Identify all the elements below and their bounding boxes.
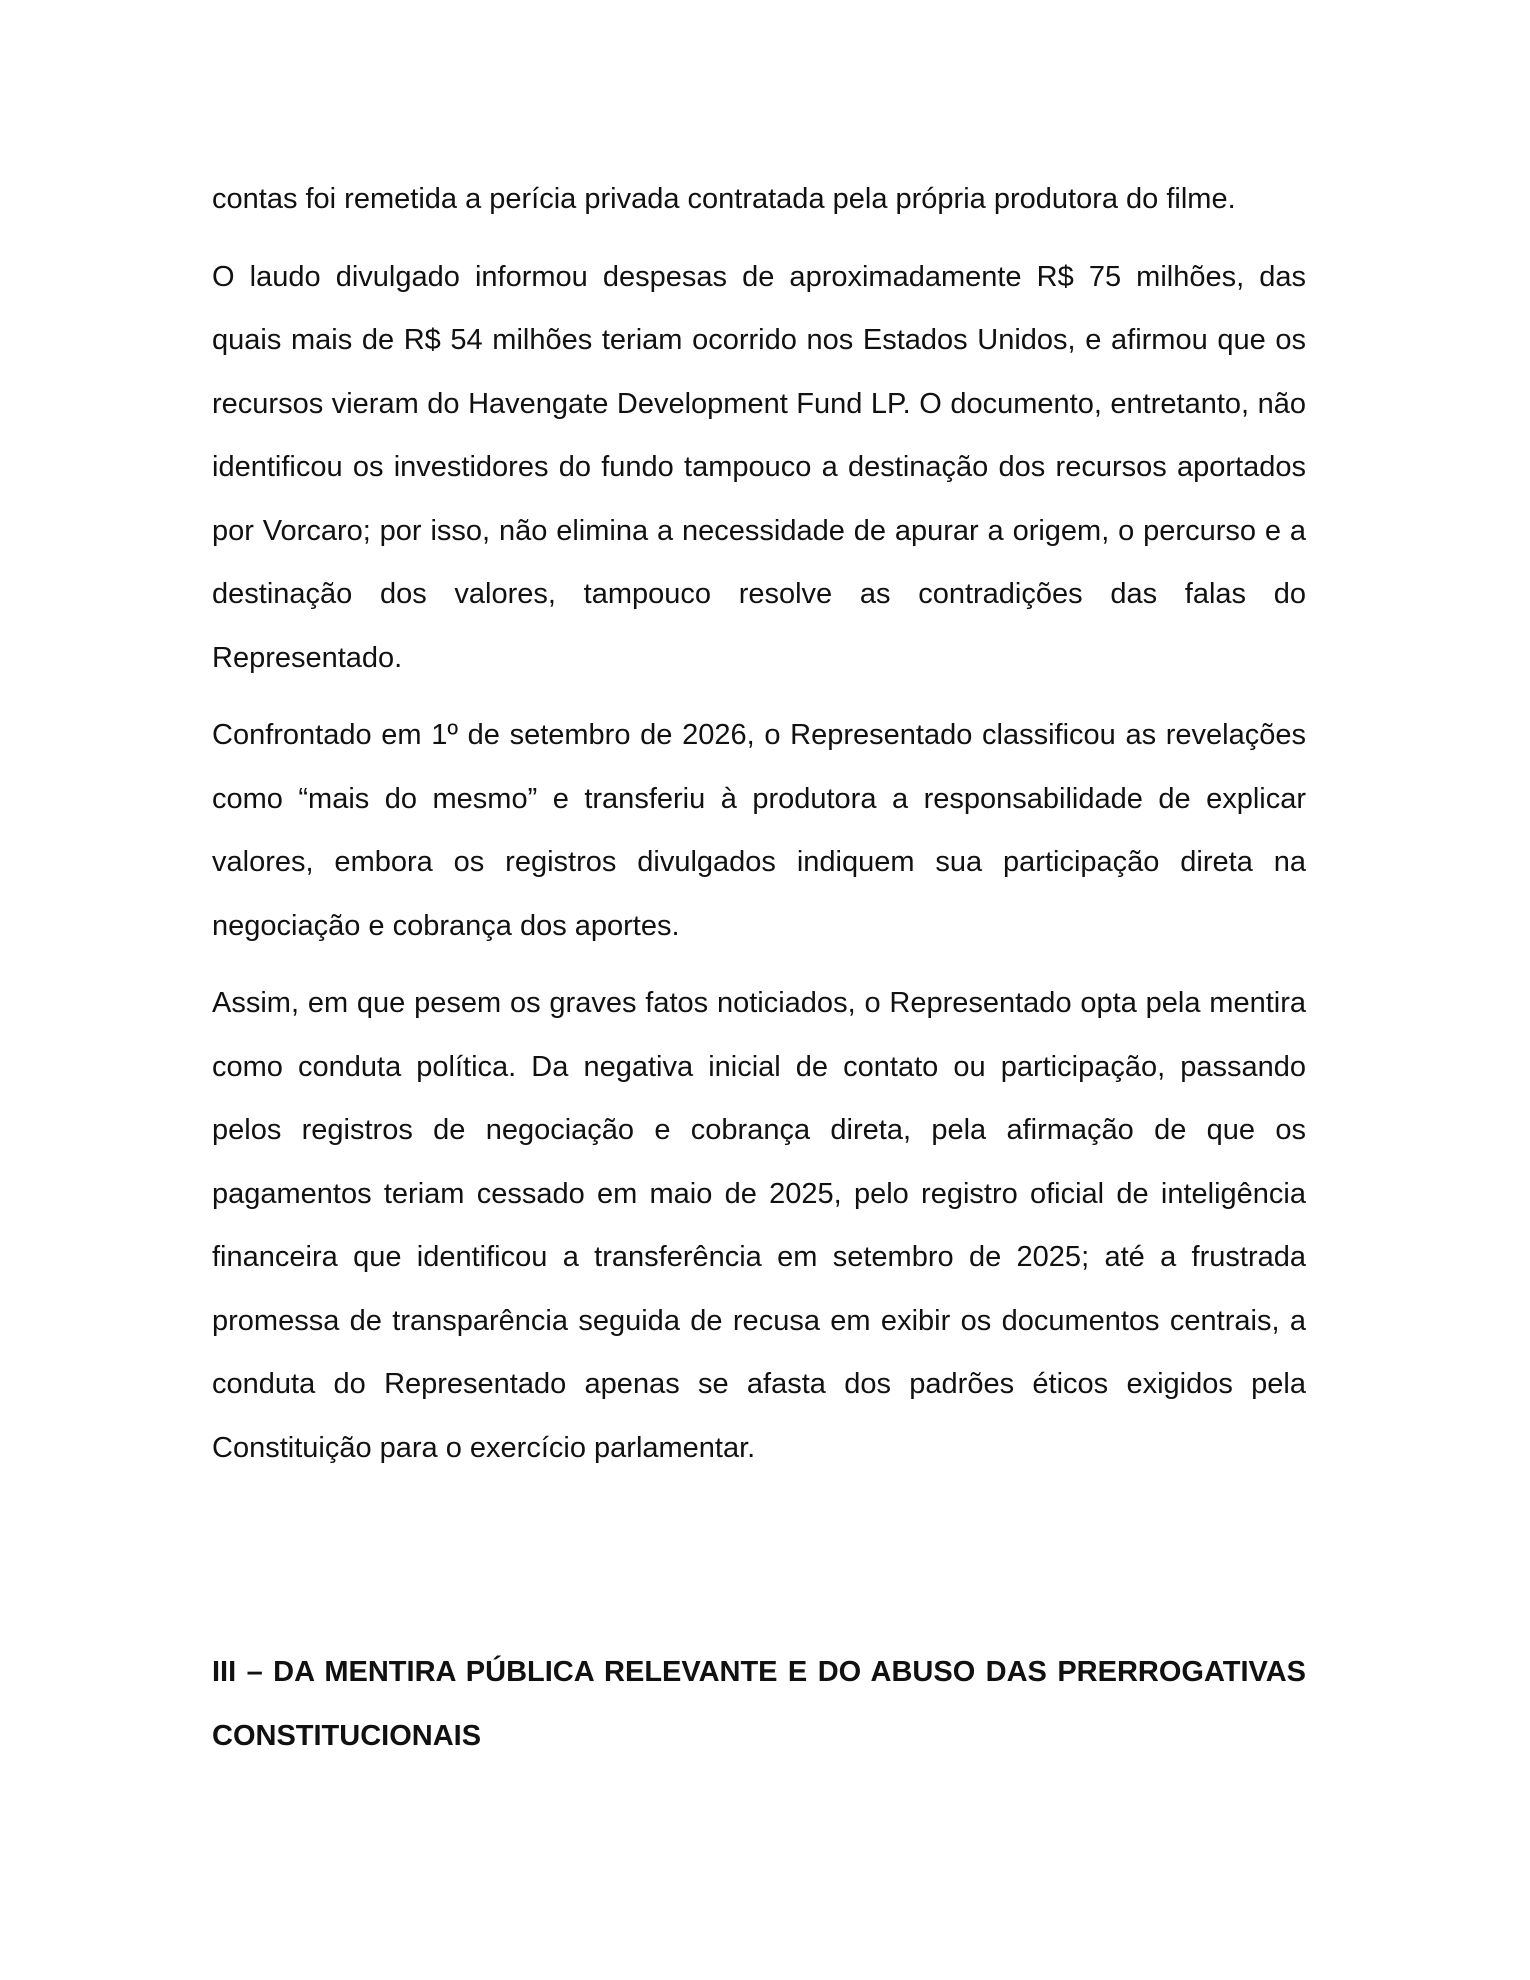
- paragraph-laudo: O laudo divulgado informou despesas de aproximadamente R$ 75 milhões, das quais mais de R$ 54 milhões teriam ocorrido nos Estados Unidos, e afirmou que os recursos vieram do Havengate Development Fund LP. O documento, entretanto, não identificou os investidores do fundo tampouco a destinação dos recursos aportados por Vorcaro; por isso, não elimina a necessidade de apurar a origem, o percurso e a destinação dos valores, tampouco resolve as contradições das falas do Representado.: [212, 260, 1306, 674]
- paragraph-continuation: contas foi remetida a perícia privada contratada pela própria produtora do filme.: [212, 183, 1236, 215]
- paragraph-confrontado: Confrontado em 1º de setembro de 2026, o Representado classificou as revelações como “mais do mesmo” e transferiu à produtora a responsabilidade de explicar valores, embora os registros divulgados indiquem sua participação direta na negociação e cobrança dos aportes.: [212, 719, 1306, 942]
- paragraph-assim: Assim, em que pesem os graves fatos noticiados, o Representado opta pela mentira como conduta política. Da negativa inicial de contato ou participação, passando pelos registros de negociação e cobrança direta, pela afirmação de que os pagamentos teriam cessado em maio de 2025, pelo registro oficial de inteligência financeira que identificou a transferência em setembro de 2025; até a frustrada promessa de transparência seguida de recusa em exibir os documentos centrais, a conduta do Representado apenas se afasta dos padrões éticos exigidos pela Constituição para o exercício parlamentar.: [212, 987, 1306, 1464]
- body-text: [212, 168, 1306, 1494]
- section-heading: III – DA MENTIRA PÚBLICA RELEVANTE E DO ABUSO DAS PRERROGATIVAS CONSTITUCIONAIS: [212, 1656, 1306, 1752]
